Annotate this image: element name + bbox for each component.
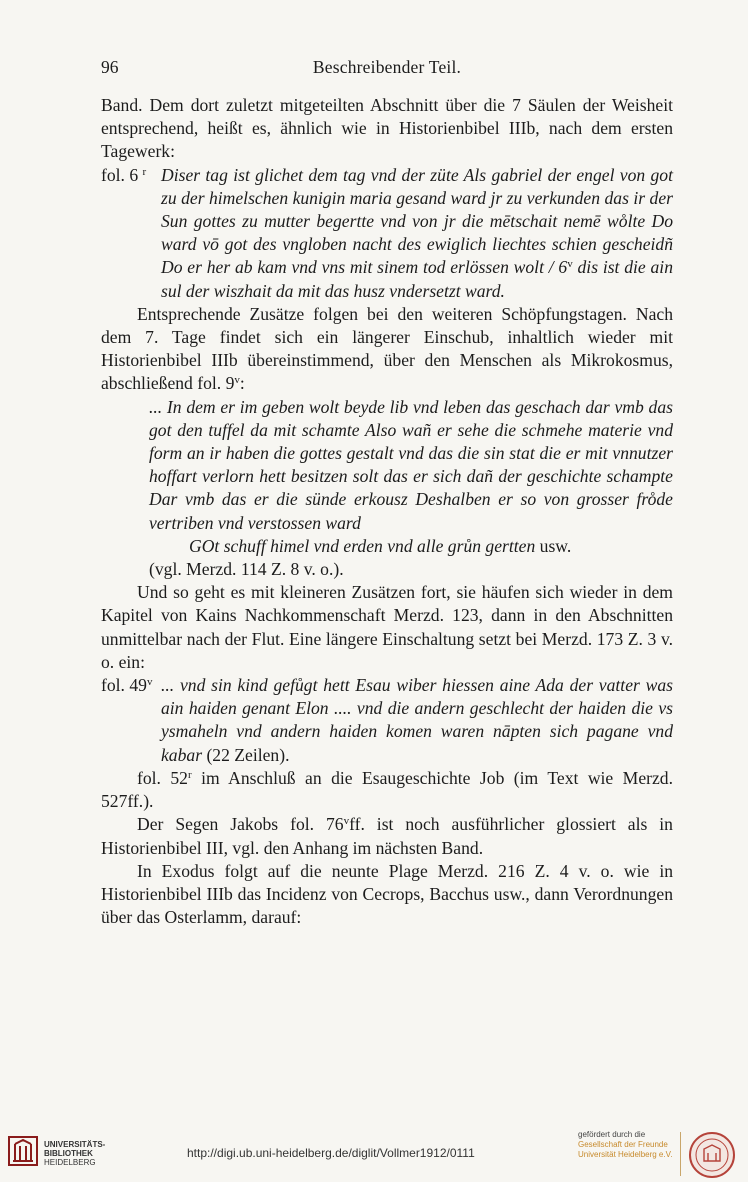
quote-fol-6: fol. 6 $^r$ Diser tag ist glichet dem tag vnd der züte Als gabriel der engel von got zu der himelschen kunigin maria gesand ward jr zu verkunden das ir der Sun gottes zu mutter begertte vnd von jr die mētschait nemē wo̊lte Do ward vō got des vngloben nacht des ewiglich liechtes schien gescheidñ Do er her ab kam vnd vns mit sinem tod erlössen wolt / 6$^v$ dis ist die ain sul der wiszhait da mit das husz vndersetzt ward. bbox=[101, 164, 673, 301]
library-name: UNIVERSITÄTS- BIBLIOTHEK HEIDELBERG bbox=[44, 1140, 106, 1167]
quote-fol-49: fol. 49$^v$ ... vnd sin kind gefůgt hett Esau wiber hiessen aine Ada der vatter was ain haiden genant Elon .... vnd die andern geschlecht der haiden die vs ysmaheln vnd andern haiden komen waren nāpten sich pagane vnd kabar (22 Zeilen). bbox=[101, 675, 673, 765]
page-url[interactable]: http://digi.ub.uni-heidelberg.de/diglit/Vollmer1912/0111 bbox=[187, 1146, 475, 1160]
quote-label: fol. 49$^v$ bbox=[101, 675, 153, 696]
footer-divider bbox=[680, 1132, 681, 1176]
quote-text: ... vnd sin kind gefůgt hett Esau wiber hiessen aine Ada der vatter was ain haiden genant Elon .... vnd die andern geschlecht der haiden die vs ysmaheln vnd andern haiden komen waren nāpten sich pagane vnd kabar bbox=[161, 675, 673, 765]
quote-microcosm: ... In dem er im geben wolt beyde lib vnd leben das geschach dar vmb das got den tuffel da mit schamte Also wañ er sehe die schmehe materie vnd form an ir haben die gottes gestalt vnd das die sin stat die er mit vnnutzer hoffart verlorn hett besitzen solt das er sich dañ der geschichte schampte Dar vmb das er die sünde erkousz Deshalben er so von grosser fro̊de vertriben vnd verstossen ward bbox=[149, 396, 673, 533]
quote-creation: GOt schuff himel vnd erden vnd alle grůn gertten usw. (vgl. Merzd. 114 Z. 8 v. o.). bbox=[149, 535, 572, 580]
quote-label: fol. 6 $^r$ bbox=[101, 164, 147, 185]
page-body bbox=[101, 94, 673, 929]
university-seal-icon bbox=[688, 1131, 736, 1179]
quote-text: Diser tag ist glichet dem tag vnd der züte Als gabriel der engel von got zu der himelschen kunigin maria gesand ward jr zu verkunden das ir der Sun gottes zu mutter begertte vnd von jr die mētschait nemē wo̊lte Do ward vō got des vngloben nacht des ewiglich liechtes schien gescheidñ Do er her ab kam vnd vns mit sinem tod erlössen wolt / 6 bbox=[161, 164, 673, 278]
footer-bar bbox=[0, 1128, 748, 1182]
paragraph-6: In Exodus folgt auf die neunte Plage Merzd. 216 Z. 4 v. o. wie in Historienbibel IIIb das Incidenz von Cecrops, Bacchus usw., dann Verordnungen über das Osterlamm, darauf: bbox=[101, 860, 673, 928]
paragraph-4: fol. 52$^r$ im Anschluß an die Esaugeschichte Job (im Text wie Merzd. 527ff.). bbox=[101, 767, 673, 812]
sponsor-text: gefördert durch die Gesellschaft der Freunde Universität Heidelberg e.V. bbox=[578, 1130, 673, 1159]
paragraph-2: Entsprechende Zusätze folgen bei den weiteren Schöpfungstagen. Nach dem 7. Tage findet sich ein längerer Einschub, inhaltlich wieder mit Historienbibel IIIb übereinstimmend, über den Menschen als Mikrokosmus, abschließend fol. 9$^v$: bbox=[101, 303, 673, 394]
library-logo-icon bbox=[6, 1134, 40, 1168]
page-number: 96 bbox=[101, 57, 119, 77]
paragraph-3: Und so geht es mit kleineren Zusätzen fort, sie häufen sich wieder in dem Kapitel von Kains Nachkommenschaft Merzd. 123, dann in den Abschnitten unmittelbar nach der Flut. Eine längere Einschaltung setzt bei Merzd. 173 Z. 3 v. o. ein: bbox=[101, 582, 673, 672]
paragraph-5: Der Segen Jakobs fol. 76$^v$ff. ist noch ausführlicher glossiert als in Historienbibel III, vgl. den Anhang im nächsten Band. bbox=[101, 814, 673, 858]
running-head: Beschreibender Teil. bbox=[312, 57, 462, 77]
quote-text-2: dis ist die ain sul der wiszhait da mit das husz vndersetzt ward. bbox=[161, 257, 673, 301]
paragraph-1: Band. Dem dort zuletzt mitgeteilten Abschnitt über die 7 Säulen der Weisheit entsprechend, heißt es, ähnlich wie in Historienbibel IIIb, nach dem ersten Tagewerk: bbox=[101, 95, 673, 162]
quote-reference: (vgl. Merzd. 114 Z. 8 v. o.). bbox=[149, 559, 344, 580]
